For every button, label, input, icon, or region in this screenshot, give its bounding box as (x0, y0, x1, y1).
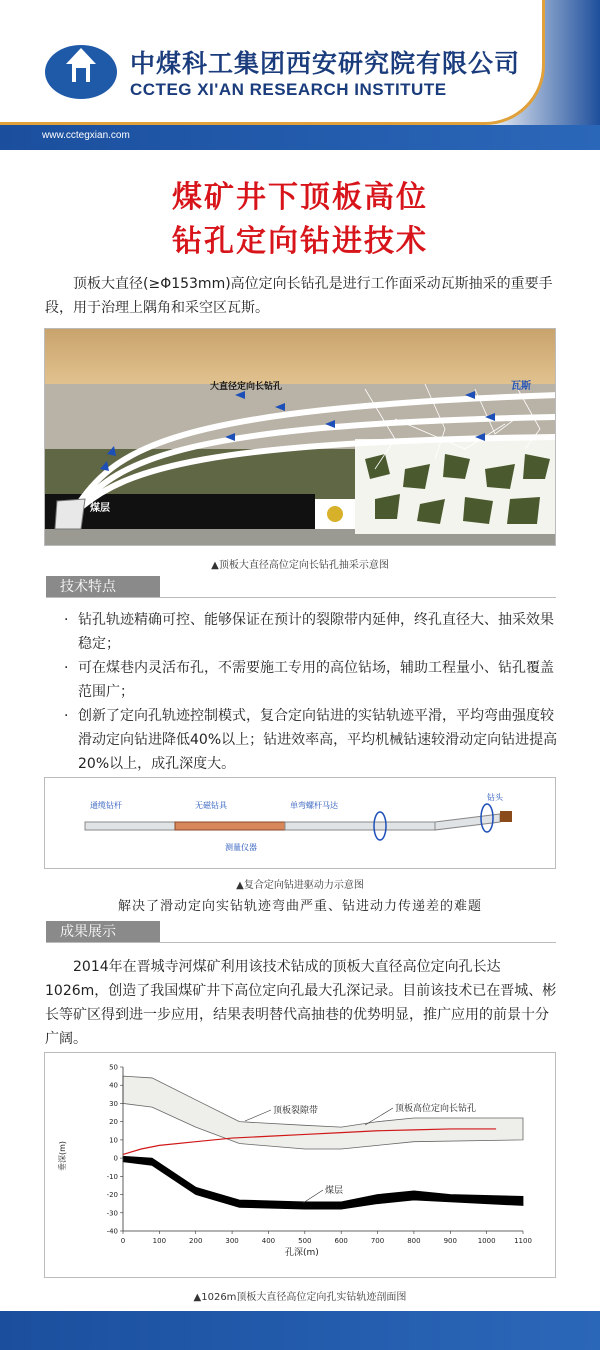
x-tick-label: 0 (120, 1237, 126, 1245)
drive-force-diagram (44, 777, 556, 869)
label-gas: 瓦斯 (511, 381, 531, 392)
drill-bit (500, 811, 512, 822)
x-tick-label: 900 (443, 1237, 457, 1245)
label-motor: 单弯螺杆马达 (290, 801, 338, 810)
label-borehole: 大直径定向长钻孔 (210, 382, 283, 392)
x-tick-label: 300 (225, 1237, 239, 1245)
coal-leader-line (303, 1190, 323, 1203)
y-axis-label: 垂深(m) (58, 1140, 67, 1171)
header (0, 0, 600, 150)
section-tag-features: 技术特点 (46, 576, 160, 598)
nonmag-tool (175, 822, 285, 830)
y-tick-label: 0 (113, 1154, 118, 1163)
drill-rod (85, 822, 175, 830)
x-tick-label: 400 (261, 1237, 276, 1245)
y-tick-label: -20 (106, 1191, 118, 1200)
feature-list (62, 608, 562, 776)
y-tick-label: 20 (109, 1118, 118, 1127)
figure3-caption: ▲1026m顶板大直径高位定向孔实钻轨迹剖面图 (193, 1292, 407, 1303)
figure2-caption: ▲复合定向钻进驱动力示意图 (236, 880, 364, 891)
borehole-extraction-diagram (44, 328, 556, 546)
org-name-en: CCTEG XI'AN RESEARCH INSTITUTE (130, 80, 447, 99)
trajectory-profile-chart (44, 1052, 556, 1278)
x-tick-label: 1100 (514, 1237, 532, 1245)
label-coal: 煤层 (90, 503, 110, 514)
section-divider (46, 597, 556, 598)
label-coal-seam: 煤层 (325, 1186, 344, 1196)
page-title-line1: 煤矿井下顶板高位 (172, 180, 428, 215)
sandstone-layer (45, 329, 556, 389)
label-nonmag: 无磁钻具 (195, 801, 227, 810)
label-fracture: 顶板裂隙带 (273, 1106, 319, 1116)
x-tick-label: 700 (370, 1237, 385, 1245)
y-tick-label: 40 (109, 1081, 118, 1090)
website-url[interactable]: www.cctegxian.com (42, 130, 130, 141)
x-tick-label: 600 (334, 1237, 348, 1245)
x-tick-label: 1000 (477, 1237, 496, 1245)
x-tick-label: 800 (407, 1237, 421, 1245)
list-item: · 可在煤巷内灵活布孔，不需要施工专用的高位钻场，辅助工程量小、钻孔覆盖范围广； (62, 656, 562, 704)
x-axis-label: 孔深(m) (285, 1248, 319, 1258)
list-item: · 钻孔轨迹精确可控、能够保证在预计的裂隙带内延伸，终孔直径大、抽采效果稳定； (62, 608, 562, 656)
intro-paragraph: 顶板大直径(≥Φ153mm)高位定向长钻孔是进行工作面采动瓦斯抽采的重要手段，用于治理上隅角和采空区瓦斯。 (45, 276, 553, 316)
section-tag-results: 成果展示 (46, 921, 160, 943)
y-tick-label: 10 (109, 1136, 118, 1145)
shearer-machine (327, 506, 343, 522)
y-tick-label: 30 (109, 1099, 118, 1108)
coal-seam-band (123, 1156, 523, 1209)
coal-seam-polygon (123, 1156, 523, 1209)
bent-housing (435, 814, 500, 830)
label-bit: 钻头 (487, 793, 503, 802)
y-tick-label: -30 (106, 1209, 118, 1218)
org-name-cn: 中煤科工集团西安研究院有限公司 (130, 49, 521, 78)
label-instrument: 测量仪器 (225, 843, 257, 852)
y-tick-label: 50 (109, 1063, 118, 1072)
drill-rig (55, 499, 85, 529)
footer-band (0, 1311, 600, 1350)
fracture-leader-line (245, 1110, 271, 1121)
section-divider (46, 942, 556, 943)
motor-body (285, 822, 435, 830)
label-hole: 顶板高位定向长钻孔 (395, 1104, 477, 1114)
label-rod: 通缆钻杆 (90, 801, 122, 810)
slogan: 解决了滑动定向实钻轨迹弯曲严重、钻进动力传递差的难题 (117, 899, 482, 914)
results-paragraph: 2014年在晋城寺河煤矿利用该技术钻成的顶板大直径高位定向孔长达1026m，创造了我国煤矿井下高位定向孔最大孔深记录。目前该技术已在晋城、彬长等矿区得到进一步应用，结果表明替代高抽巷的优势明显，推广应用的前景十分广阔。 (45, 959, 557, 1047)
ccteg-logo-icon (44, 42, 118, 100)
list-item: · 创新了定向孔轨迹控制模式，复合定向钻进的实钻轨迹平滑，平均弯曲强度较滑动定向钻进降低40%以上；钻进效率高，平均机械钻速较滑动定向钻进提高20%以上，成孔深度大。 (62, 704, 562, 776)
x-tick-label: 200 (189, 1237, 203, 1245)
x-tick-label: 100 (152, 1237, 167, 1245)
page-title-line2: 钻孔定向钻进技术 (172, 224, 428, 259)
y-tick-label: -10 (106, 1172, 118, 1181)
x-tick-label: 500 (298, 1237, 312, 1245)
y-tick-label: -40 (106, 1227, 118, 1236)
figure1-caption: ▲顶板大直径高位定向长钻孔抽采示意图 (211, 560, 389, 571)
